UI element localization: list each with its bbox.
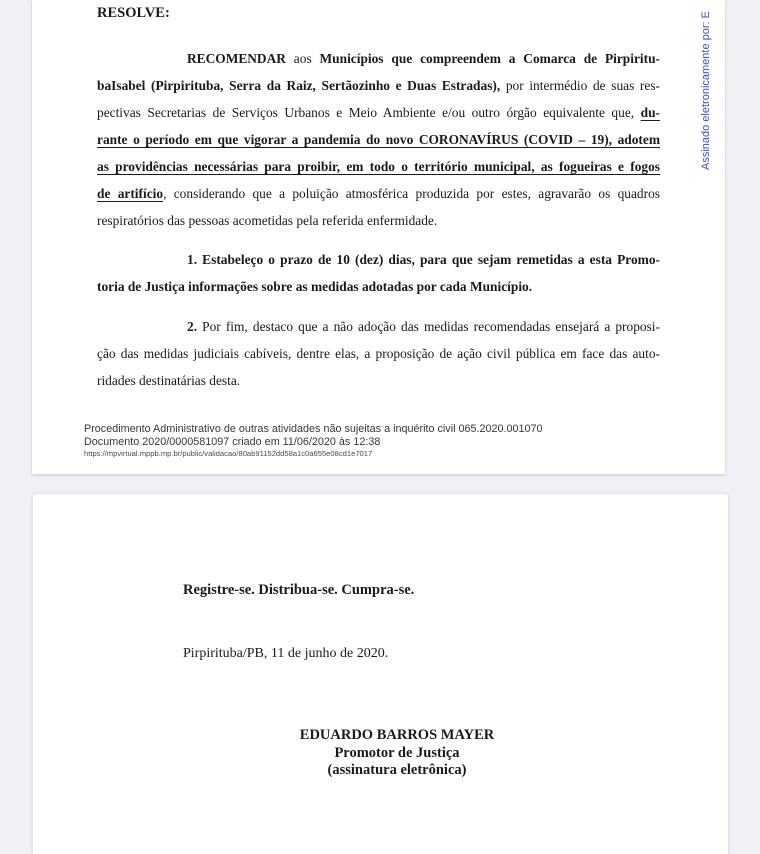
recommendation-paragraph [97,45,660,234]
signer-role: Promotor de Justiça [334,744,460,761]
date-line: Pirpirituba/PB, 11 de junho de 2020. [183,646,389,661]
electronic-signature-stamp: Assinado eletronicamente por: E [700,11,712,170]
signer-name: EDUARDO BARROS MAYER [299,727,495,743]
footer-procedure-line: Procedimento Administrativo de outras atividades não sujeitas a inquérito civil 065.2020.001070 [84,423,543,435]
footer-document-line: Documento 2020/0000581097 criado em 11/06/2020 às 12:38 [84,435,381,448]
text-line: 2. Por fim, destaco que a não adoção das medidas recomendadas ensejará a proposi- [187,319,660,334]
text-line: as providências necessárias para proibir, em todo o território municipal, as fogueiras e fogos [97,159,660,174]
document-page-1 [32,0,725,474]
document-footer [84,423,543,459]
text-line: baIsabel (Pirpirituba, Serra da Raiz, Sertãozinho e Duas Estradas), por intermédio de suas res- [97,78,661,93]
item-1-paragraph [97,246,660,300]
signature-note: (assinatura eletrônica) [327,762,467,778]
text-line: ridades destinatárias desta. [97,373,241,388]
resolve-heading: RESOLVE: [97,5,170,21]
text-line: respiratórios das pessoas acometidas pela referida enfermidade. [97,213,438,228]
order-line: Registre-se. Distribua-se. Cumpra-se. [183,582,415,598]
item-2-paragraph [97,313,660,394]
text-line: de artifício, considerando que a poluição atmosférica produzida por estes, agravarão os quadros [97,186,660,201]
text-line: pectivas Secretarias de Serviços Urbanos e Meio Ambiente e/ou outro órgão equivalente que, du- [97,105,660,120]
signature-block [182,727,612,780]
footer-validation-url: https://mpvirtual.mppb.mp.br/public/validacao/80ab91152dd58a1c0a655e08cd1e7017 [84,449,373,458]
text-line: 1. Estabeleço o prazo de 10 (dez) dias, para que sejam remetidas a esta Promo- [187,252,660,267]
text-line: ção das medidas judiciais cabíveis, dentre elas, a proposição de ação civil pública em face das auto- [97,346,660,361]
text-line: RECOMENDAR aos Municípios que compreendem a Comarca de Pirpiritu- [187,51,661,66]
text-line: toria de Justiça informações sobre as medidas adotadas por cada Município. [97,279,533,294]
document-page-2 [32,493,729,854]
text-line: rante o período em que vigorar a pandemia do novo CORONAVÍRUS (COVID – 19), adotem [97,132,660,147]
